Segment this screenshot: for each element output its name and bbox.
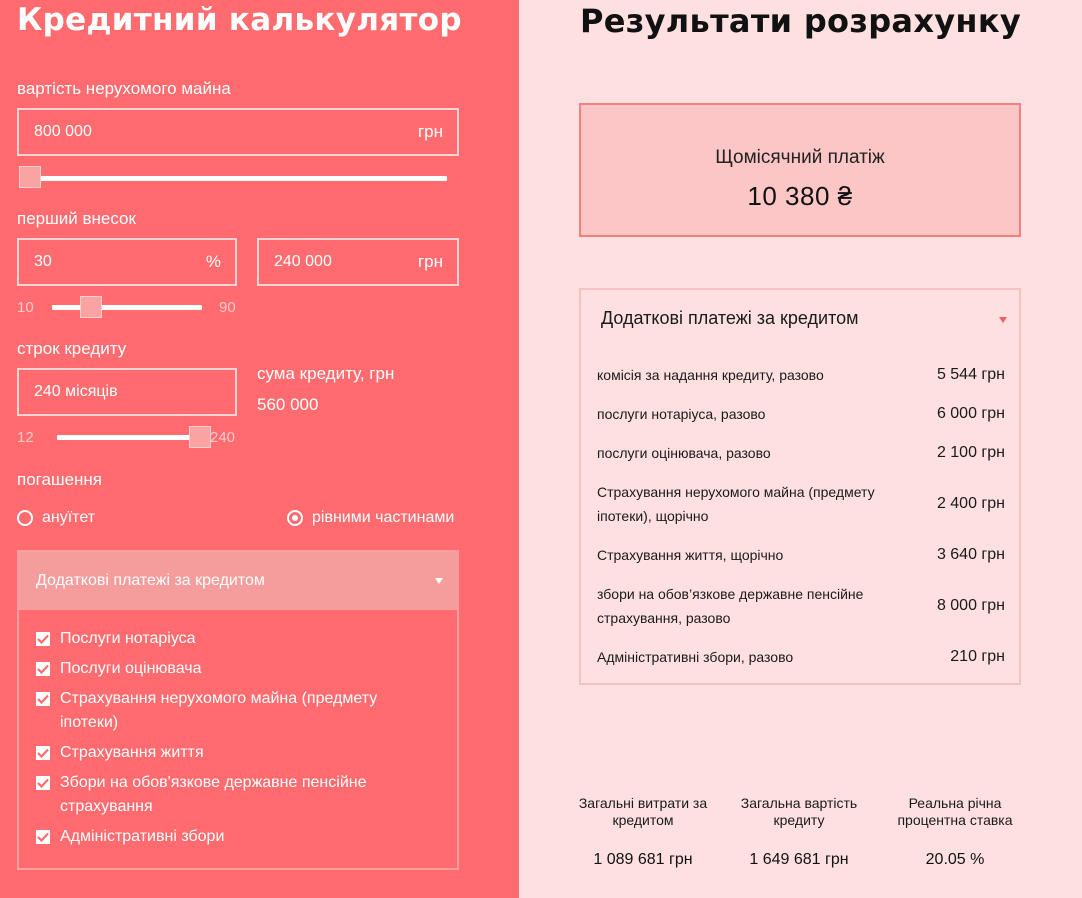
property-value-input[interactable] xyxy=(34,123,410,141)
monthly-payment-value: 10 380 ₴ xyxy=(747,181,853,211)
extra-row-label: Страхування життя, щорічно xyxy=(597,547,784,563)
extra-row xyxy=(597,441,1005,465)
checkbox-property-insurance[interactable] xyxy=(36,687,416,735)
extra-row-label: послуги нотаріуса, разово xyxy=(597,406,766,422)
term-max: 240 xyxy=(210,429,236,446)
checkbox-checked-icon[interactable] xyxy=(36,632,50,646)
checkbox-life-insurance[interactable] xyxy=(36,741,416,765)
radio-circle-annuity[interactable] xyxy=(17,510,33,526)
real-rate-value: 20.05 % xyxy=(925,851,985,868)
monthly-payment-box xyxy=(579,103,1021,237)
down-payment-amount-input[interactable] xyxy=(274,253,410,271)
chevron-down-icon[interactable] xyxy=(999,317,1007,323)
extra-row-label: Адміністративні збори, разово xyxy=(597,649,794,665)
checkbox-label: Послуги нотаріуса xyxy=(60,630,196,647)
checkbox-label: Страхування нерухомого майна (предмету іпотеки) xyxy=(60,690,378,731)
extra-row-label: послуги оцінювача, разово xyxy=(597,445,771,461)
down-payment-amount-unit: грн xyxy=(417,252,443,271)
results-title: Результати розрахунку xyxy=(580,2,1022,40)
down-payment-slider-thumb[interactable] xyxy=(80,296,102,318)
radio-circle-equal-parts[interactable] xyxy=(287,510,303,526)
term-input[interactable] xyxy=(34,383,221,401)
down-payment-percent-input[interactable] xyxy=(34,253,198,271)
extra-row xyxy=(597,645,1005,669)
radio-equal-parts[interactable] xyxy=(287,509,454,527)
checkbox-admin-fees[interactable] xyxy=(36,825,416,849)
results-extra-payments-title[interactable]: Додаткові платежі за кредитом xyxy=(601,308,859,328)
down-payment-slider-track[interactable] xyxy=(52,305,202,310)
total-costs-value: 1 089 681 грн xyxy=(593,851,693,868)
down-payment-amount-field[interactable] xyxy=(257,238,459,286)
property-value-unit: грн xyxy=(417,122,443,141)
extra-row-amount: 3 640 грн xyxy=(936,546,1005,563)
down-payment-percent-field[interactable] xyxy=(17,238,237,286)
term-field[interactable] xyxy=(17,368,237,416)
term-slider-thumb[interactable] xyxy=(189,426,211,448)
checkbox-label: Збори на обов'язкове державне пенсійне страхування xyxy=(60,774,367,815)
calculator-panel xyxy=(0,0,519,898)
radio-label-annuity: ануїтет xyxy=(42,509,96,526)
property-value-field[interactable] xyxy=(17,108,459,156)
results-extra-payments xyxy=(579,288,1021,685)
extra-row-label: збори на обов’язкове державне пенсійне страхування, разово xyxy=(597,586,864,626)
monthly-payment-label: Щомісячний платіж xyxy=(715,147,885,168)
extra-row-amount: 8 000 грн xyxy=(936,597,1005,614)
extra-row-amount: 210 грн xyxy=(950,648,1005,665)
extra-row-amount: 6 000 грн xyxy=(936,405,1005,422)
extra-row xyxy=(597,582,1005,630)
property-value-label: вартість нерухомого майна xyxy=(17,79,231,98)
checkbox-pension-fee[interactable] xyxy=(36,771,416,819)
extra-payments-dropdown-title: Додаткові платежі за кредитом xyxy=(36,572,265,589)
extra-row-amount: 5 544 грн xyxy=(936,366,1005,383)
checkbox-checked-icon[interactable] xyxy=(36,662,50,676)
checkbox-checked-icon[interactable] xyxy=(36,692,50,706)
total-costs-label: Загальні витрати за кредитом xyxy=(578,795,708,828)
extra-payments-dropdown-header[interactable] xyxy=(19,552,457,610)
chevron-down-icon[interactable] xyxy=(435,578,443,584)
real-rate-label: Реальна річна процентна ставка xyxy=(897,795,1013,828)
extra-row xyxy=(597,480,1005,528)
checkbox-checked-icon[interactable] xyxy=(36,830,50,844)
repayment-label: погашення xyxy=(17,470,103,489)
radio-label-equal-parts: рівними частинами xyxy=(312,509,455,526)
checkbox-notary[interactable] xyxy=(36,627,416,651)
property-value-slider-track[interactable] xyxy=(28,176,447,181)
calculator-title: Кредитний калькулятор xyxy=(17,2,462,38)
checkbox-label: Страхування життя xyxy=(60,744,204,761)
total-cost-value: 1 649 681 грн xyxy=(749,851,849,868)
term-label: строк кредиту xyxy=(17,339,127,358)
total-cost-label: Загальна вартість кредиту xyxy=(740,795,858,828)
extra-row-amount: 2 400 грн xyxy=(936,495,1005,512)
radio-annuity[interactable] xyxy=(17,509,95,527)
percent-unit: % xyxy=(205,252,221,271)
extra-row-amount: 2 100 грн xyxy=(936,444,1005,461)
extra-row xyxy=(597,543,1005,567)
down-payment-min: 10 xyxy=(17,299,34,316)
loan-sum-label: сума кредиту, грн xyxy=(257,364,395,383)
extra-payments-dropdown xyxy=(17,550,459,870)
down-payment-label: перший внесок xyxy=(17,209,136,228)
term-slider-track[interactable] xyxy=(57,435,202,440)
extra-row-label: комісія за надання кредиту, разово xyxy=(597,367,824,383)
results-panel xyxy=(519,0,1082,898)
down-payment-max: 90 xyxy=(219,299,236,316)
term-min: 12 xyxy=(17,429,34,446)
loan-sum-value: 560 000 xyxy=(257,395,319,414)
checkbox-checked-icon[interactable] xyxy=(36,746,50,760)
checkbox-label: Послуги оцінювача xyxy=(60,660,202,677)
extra-row-label: Страхування нерухомого майна (предмету іпотеки), щорічно xyxy=(597,484,875,524)
checkbox-appraiser[interactable] xyxy=(36,657,416,681)
extra-row xyxy=(597,363,1005,387)
extra-row xyxy=(597,402,1005,426)
checkbox-checked-icon[interactable] xyxy=(36,776,50,790)
property-value-slider-thumb[interactable] xyxy=(19,166,41,188)
checkbox-label: Адміністративні збори xyxy=(60,828,225,845)
